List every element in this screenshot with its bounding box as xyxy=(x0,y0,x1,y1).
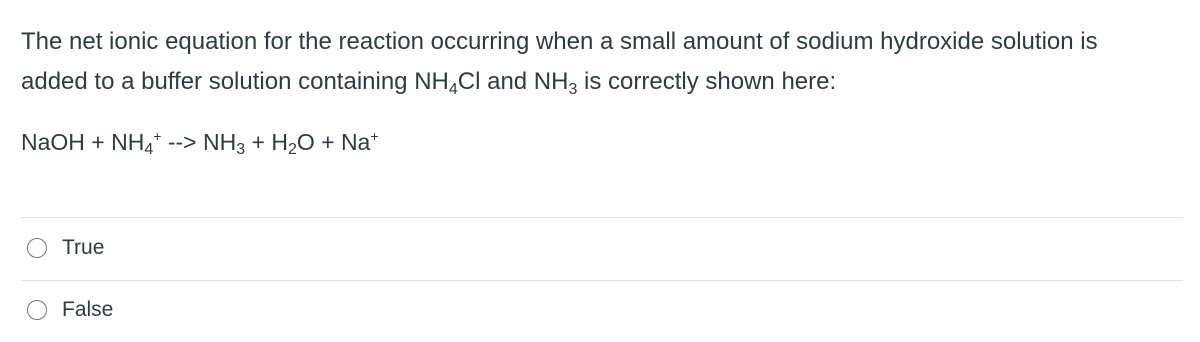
eq-na-charge: + xyxy=(370,128,379,144)
subscript-4: 4 xyxy=(448,81,458,98)
radio-button-icon[interactable] xyxy=(27,238,47,258)
question-text xyxy=(21,22,1186,102)
radio-button-icon[interactable] xyxy=(27,300,47,320)
eq-nh4-charge: + xyxy=(153,128,162,144)
chemical-equation xyxy=(21,124,379,160)
answer-option-true[interactable] xyxy=(27,236,104,260)
question-line-2-suffix: is correctly shown here: xyxy=(577,68,837,95)
divider xyxy=(21,280,1183,281)
eq-nh4-subscript: 4 xyxy=(144,141,154,158)
answer-option-false[interactable] xyxy=(27,298,113,322)
subscript-3: 3 xyxy=(568,81,578,98)
divider xyxy=(21,217,1183,218)
eq-plus-h: + H xyxy=(245,129,288,155)
eq-o-plus-na: O + Na xyxy=(296,129,371,155)
eq-arrow: --> xyxy=(161,129,203,155)
answer-label: True xyxy=(62,236,105,259)
question-line-2-prefix: added to a buffer solution containing NH xyxy=(21,68,449,95)
eq-naoh-nh: NaOH + NH xyxy=(21,129,145,155)
eq-h2o-subscript: 2 xyxy=(287,141,297,158)
eq-nh3: NH xyxy=(202,129,237,155)
eq-nh3-subscript: 3 xyxy=(236,141,246,158)
question-line-2 xyxy=(21,62,1186,102)
question-line-1: The net ionic equation for the reaction occurring when a small amount of sodium hydroxide solution is xyxy=(21,28,1098,55)
answer-label: False xyxy=(62,298,114,321)
question-line-2-mid: Cl and NH xyxy=(457,68,569,95)
